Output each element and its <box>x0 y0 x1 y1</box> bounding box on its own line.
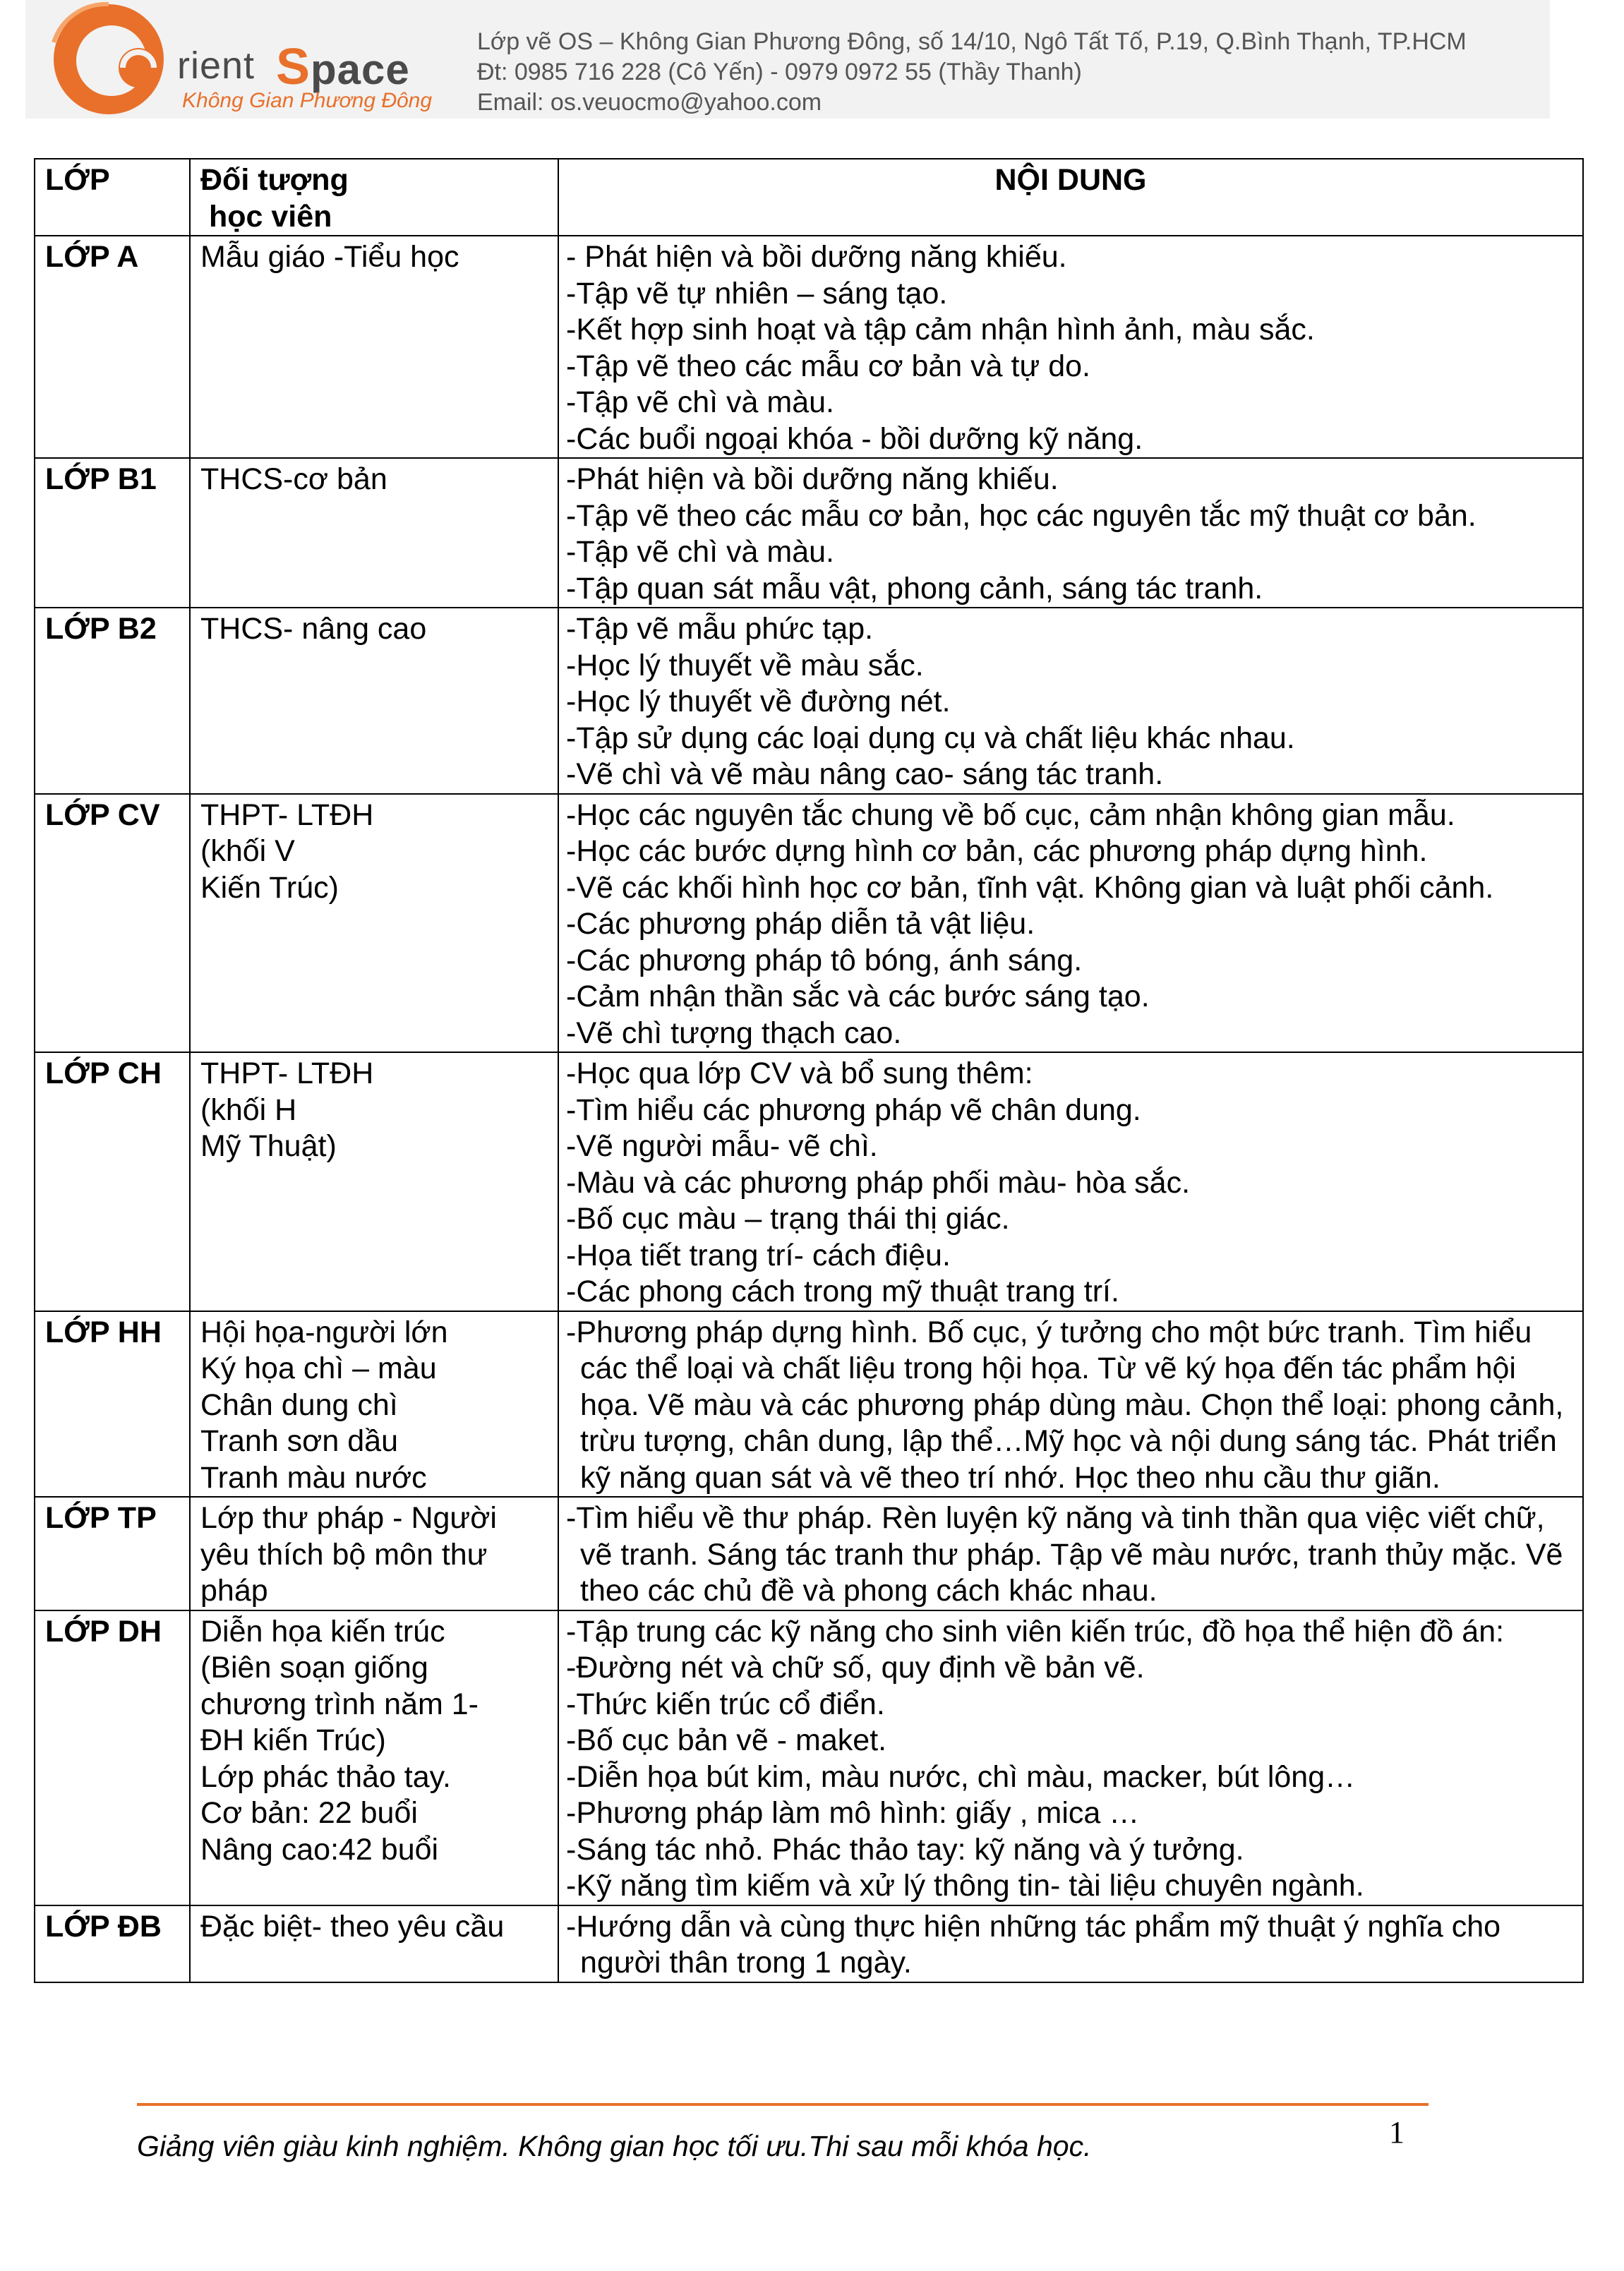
footer-tagline: Giảng viên giàu kinh nghiệm. Không gian học tối ưu.Thi sau mỗi khóa học. <box>137 2130 1092 2162</box>
content-cell <box>558 1905 1583 1982</box>
audience-line: (khối H <box>200 1092 297 1127</box>
audience-line: (khối V <box>200 834 295 868</box>
table-row <box>35 1497 1583 1610</box>
audience-line: (Biên soạn giống <box>200 1651 428 1685</box>
content-line: -Bố cục màu – trạng thái thị giác. <box>566 1202 1010 1236</box>
brand-name-space <box>276 38 410 96</box>
header-class: LỚP <box>35 159 190 236</box>
content-line: -Thức kiến trúc cổ điển. <box>566 1687 885 1721</box>
header-content: NỘI DUNG <box>558 159 1583 236</box>
footer-divider <box>137 2103 1428 2106</box>
content-line: - Phát hiện và bồi dưỡng năng khiếu. <box>566 240 1067 274</box>
audience-cell <box>190 1052 558 1311</box>
audience-line: THPT- LTĐH <box>200 797 374 832</box>
audience-line: ĐH kiến Trúc) <box>200 1723 386 1757</box>
class-name-cell: LỚP TP <box>35 1497 190 1610</box>
content-line: -Vẽ người mẫu- vẽ chì. <box>566 1129 878 1163</box>
page-number: 1 <box>1389 2115 1405 2150</box>
content-line: -Bố cục bản vẽ - maket. <box>566 1723 887 1757</box>
content-line: -Tập vẽ mẫu phức tạp. <box>566 612 874 646</box>
brand-subtitle: Không Gian Phương Đông <box>182 89 433 112</box>
content-line: -Các phong cách trong mỹ thuật trang trí. <box>566 1275 1119 1308</box>
audience-cell <box>190 1610 558 1905</box>
class-name-cell: LỚP HH <box>35 1311 190 1498</box>
class-name-cell: LỚP B1 <box>35 458 190 608</box>
contact-info <box>477 27 1467 118</box>
header-audience-line: Đối tượng <box>200 163 349 197</box>
content-line: -Vẽ chì tượng thạch cao. <box>566 1016 902 1050</box>
content-line: -Học qua lớp CV và bổ sung thêm: <box>566 1056 1033 1090</box>
content-line: -Màu và các phương pháp phối màu- hòa sắc. <box>566 1165 1191 1200</box>
audience-cell <box>190 608 558 794</box>
audience-line: yêu thích bộ môn thư <box>200 1537 488 1572</box>
audience-line: Tranh sơn dầu <box>200 1424 398 1458</box>
audience-line: Tranh màu nước <box>200 1460 427 1495</box>
audience-line: THCS-cơ bản <box>200 462 387 496</box>
course-table <box>34 158 1584 1983</box>
audience-line: Hội họa-người lớn <box>200 1315 448 1349</box>
content-line: -Tìm hiểu các phương pháp vẽ chân dung. <box>566 1092 1141 1127</box>
audience-line: Kiến Trúc) <box>200 870 339 905</box>
contact-phone: Đt: 0985 716 228 (Cô Yến) - 0979 0972 55 (Thầy Thanh) <box>477 59 1082 85</box>
audience-line: Mỹ Thuật) <box>200 1129 337 1163</box>
audience-cell <box>190 1497 558 1610</box>
content-line: -Đường nét và chữ số, quy định về bản vẽ. <box>566 1651 1145 1685</box>
content-line: -Sáng tác nhỏ. Phác thảo tay: kỹ năng và ý tưởng. <box>566 1832 1244 1867</box>
brand-name-rient: rient <box>177 44 255 87</box>
class-name-cell: LỚP CV <box>35 794 190 1053</box>
table-header-row <box>35 159 1583 236</box>
content-line: -Tập sử dụng các loại dụng cụ và chất liệu khác nhau. <box>566 721 1295 755</box>
content-cell <box>558 794 1583 1053</box>
table-row <box>35 236 1583 458</box>
orient-space-logo <box>25 0 449 119</box>
content-cell <box>558 458 1583 608</box>
contact-address: Lớp vẽ OS – Không Gian Phương Đông, số 14/10, Ngô Tất Tố, P.19, Q.Bình Thạnh, TP.HCM <box>477 28 1467 55</box>
header-audience-line: học viên <box>200 199 332 234</box>
audience-line: Cơ bản: 22 buổi <box>200 1796 418 1830</box>
content-line: -Các buổi ngoại khóa - bồi dưỡng kỹ năng. <box>566 421 1143 456</box>
content-line: -Tập vẽ chì và màu. <box>566 385 834 419</box>
content-line: -Vẽ các khối hình học cơ bản, tĩnh vật. Không gian và luật phối cảnh. <box>566 870 1494 905</box>
table-row <box>35 1052 1583 1311</box>
content-line: -Hướng dẫn và cùng thực hiện những tác phẩm mỹ thuật ý nghĩa cho người thân trong 1 ngày. <box>566 1909 1501 1980</box>
brand-space-s: S <box>276 39 311 95</box>
content-line: -Cảm nhận thần sắc và các bước sáng tạo. <box>566 980 1150 1013</box>
audience-cell <box>190 458 558 608</box>
table-row <box>35 1905 1583 1982</box>
audience-line: chương trình năm 1- <box>200 1687 479 1721</box>
content-line: -Phương pháp làm mô hình: giấy , mica … <box>566 1796 1140 1830</box>
audience-line: pháp <box>200 1574 268 1608</box>
content-line: -Họa tiết trang trí- cách điệu. <box>566 1238 951 1272</box>
content-cell <box>558 1610 1583 1905</box>
content-line: -Tập quan sát mẫu vật, phong cảnh, sáng tác tranh. <box>566 571 1263 606</box>
class-name-cell: LỚP ĐB <box>35 1905 190 1982</box>
audience-line: Chân dung chì <box>200 1387 398 1422</box>
content-line: -Tập vẽ theo các mẫu cơ bản, học các nguyên tắc mỹ thuật cơ bản. <box>566 498 1476 533</box>
content-line: -Kết hợp sinh hoạt và tập cảm nhận hình ảnh, màu sắc. <box>566 313 1315 347</box>
content-line: -Các phương pháp tô bóng, ánh sáng. <box>566 943 1083 977</box>
class-name-cell: LỚP CH <box>35 1052 190 1311</box>
course-table-body <box>35 236 1583 1982</box>
content-line: -Học lý thuyết về màu sắc. <box>566 648 924 682</box>
contact-email: Email: os.veuocmo@yahoo.com <box>477 89 822 116</box>
audience-line: Diễn họa kiến trúc <box>200 1614 445 1649</box>
content-line: -Phương pháp dựng hình. Bố cục, ý tưởng cho một bức tranh. Tìm hiểu các thể loại và chất liệu trong hội họa. Từ vẽ ký họa đến tác phẩm hội họa. Vẽ màu và các phương pháp dùng màu. Chọn thể loại: phong cảnh, trừu tượng, chân dung, lập thể…Mỹ học và nội dung sáng tác. Phát triển kỹ năng quan sát và vẽ theo trí nhớ. Học theo nhu cầu thư giãn. <box>566 1315 1564 1495</box>
table-row <box>35 608 1583 794</box>
audience-line: THCS- nâng cao <box>200 612 427 646</box>
audience-line: Nâng cao:42 buổi <box>200 1832 439 1867</box>
audience-cell <box>190 236 558 458</box>
content-cell <box>558 1052 1583 1311</box>
class-name-cell: LỚP DH <box>35 1610 190 1905</box>
page-header <box>25 0 1550 119</box>
audience-line: Ký họa chì – màu <box>200 1351 437 1385</box>
content-line: -Tập vẽ theo các mẫu cơ bản và tự do. <box>566 349 1090 383</box>
table-row <box>35 794 1583 1053</box>
content-line: -Tập trung các kỹ năng cho sinh viên kiến trúc, đồ họa thể hiện đồ án: <box>566 1614 1505 1649</box>
class-name-cell: LỚP A <box>35 236 190 458</box>
content-line: -Học các nguyên tắc chung về bố cục, cảm nhận không gian mẫu. <box>566 797 1455 832</box>
table-row <box>35 1610 1583 1905</box>
content-line: -Kỹ năng tìm kiếm và xử lý thông tin- tài liệu chuyên ngành. <box>566 1869 1364 1903</box>
content-line: -Tập vẽ tự nhiên – sáng tạo. <box>566 276 948 311</box>
content-cell <box>558 1311 1583 1498</box>
logo-swirl-icon <box>32 0 195 119</box>
audience-cell <box>190 1311 558 1498</box>
content-line: -Các phương pháp diễn tả vật liệu. <box>566 907 1035 941</box>
audience-line: Mẫu giáo -Tiểu học <box>200 240 459 274</box>
content-cell <box>558 236 1583 458</box>
content-line: -Tìm hiểu về thư pháp. Rèn luyện kỹ năng và tinh thần qua việc viết chữ, vẽ tranh. Sáng tác tranh thư pháp. Tập vẽ màu nước, tranh thủy mặc. Vẽ theo các chủ đề và phong cách khác nhau. <box>566 1501 1563 1608</box>
brand-space-rest: pace <box>311 46 410 93</box>
audience-line: THPT- LTĐH <box>200 1056 374 1090</box>
audience-line: Đặc biệt- theo yêu cầu <box>200 1909 505 1944</box>
audience-line: Lớp thư pháp - Người <box>200 1501 497 1535</box>
audience-cell <box>190 1905 558 1982</box>
header-audience <box>190 159 558 236</box>
table-row <box>35 458 1583 608</box>
content-cell <box>558 608 1583 794</box>
class-name-cell: LỚP B2 <box>35 608 190 794</box>
content-line: -Vẽ chì và vẽ màu nâng cao- sáng tác tranh. <box>566 757 1164 791</box>
content-line: -Học các bước dựng hình cơ bản, các phương pháp dựng hình. <box>566 834 1428 868</box>
content-line: -Học lý thuyết về đường nét. <box>566 685 951 718</box>
audience-line: Lớp phác thảo tay. <box>200 1759 451 1794</box>
content-line: -Diễn họa bút kim, màu nước, chì màu, macker, bút lông… <box>566 1759 1356 1794</box>
content-cell <box>558 1497 1583 1610</box>
table-row <box>35 1311 1583 1498</box>
content-line: -Tập vẽ chì và màu. <box>566 535 834 569</box>
content-line: -Phát hiện và bồi dưỡng năng khiếu. <box>566 462 1059 496</box>
audience-cell <box>190 794 558 1053</box>
